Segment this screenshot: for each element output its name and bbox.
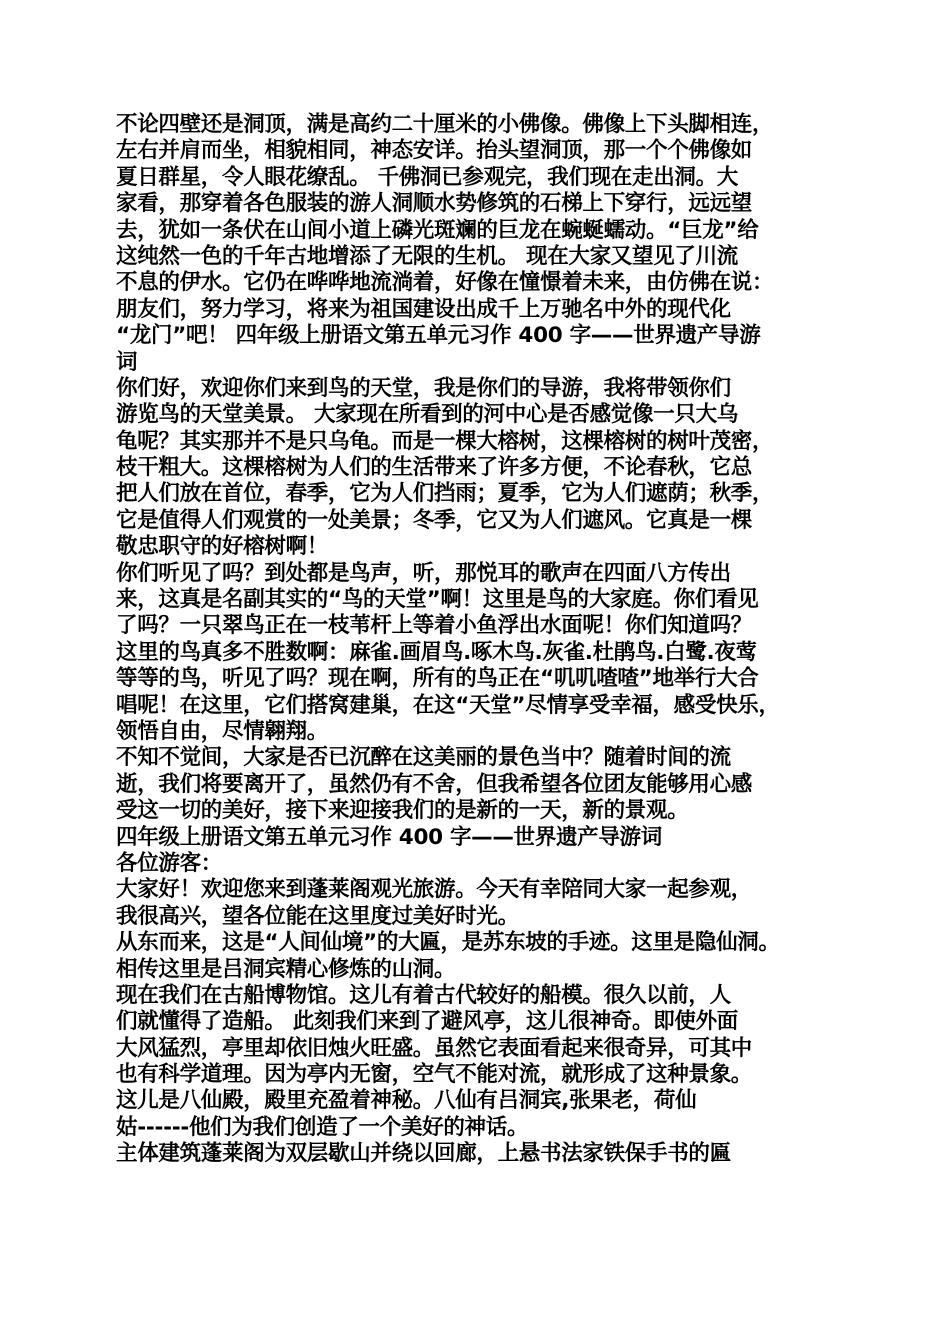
text-line: 家看，那穿着各色服装的游人洞顺水势修筑的石梯上下穿行，远远望 (116, 191, 753, 217)
text-line: 四年级上册语文第五单元习作 400 字——世界遗产导游词 (116, 824, 662, 850)
text-line: 大风猛烈，亭里却依旧烛火旺盛。虽然它表面看起来很奇异，可其中 (116, 1035, 753, 1061)
text-line: 主体建筑蓬莱阁为双层歇山并绕以回廊，上悬书法家铁保手书的匾 (116, 1141, 731, 1167)
text-line: 姑------他们为我们创造了一个美好的神话。 (116, 1114, 529, 1140)
text-line: 们就懂得了造船。 此刻我们来到了避风亭，这儿很神奇。即使外面 (116, 1009, 738, 1035)
text-line: 受这一切的美好，接下来迎接我们的是新的一天，新的景观。 (116, 798, 689, 824)
text-line: 去，犹如一条伏在山间小道上磷光斑斓的巨龙在蜿蜒蠕动。“巨龙”给 (116, 217, 759, 243)
text-line: 不知不觉间，大家是否已沉醉在这美丽的景色当中？随着时间的流 (116, 745, 731, 771)
text-line: 现在我们在古船博物馆。这儿有着古代较好的船模。很久以前，人 (116, 982, 731, 1008)
text-line: 领悟自由，尽情翱翔。 (116, 718, 329, 744)
text-line: 词 (116, 349, 138, 375)
text-line: 我很高兴，望各位能在这里度过美好时光。 (116, 903, 519, 929)
text-line: 逝，我们将要离开了，虽然仍有不舍，但我希望各位团友能够用心感 (116, 771, 753, 797)
text-line: 它是值得人们观赏的一处美景；冬季，它又为人们遮风。它真是一棵 (116, 507, 753, 533)
text-line: 这纯然一色的千年古地增添了无限的生机。 现在大家又望见了川流 (116, 243, 738, 269)
text-line: 大家好！欢迎您来到蓬莱阁观光旅游。今天有幸陪同大家一起参观， (116, 877, 753, 903)
document-body (116, 112, 846, 1168)
text-line: 各位游客： (116, 850, 223, 876)
text-line: 相传这里是吕洞宾精心修炼的山洞。 (116, 956, 456, 982)
text-line: 了吗？一只翠鸟正在一枝苇杆上等着小鱼浮出水面呢！你们知道吗？ (116, 613, 753, 639)
text-line: 朋友们，努力学习，将来为祖国建设出成千上万驰名中外的现代化 (116, 296, 731, 322)
text-line: 左右并肩而坐，相貌相同，神态安详。抬头望洞顶，那一个个佛像如 (116, 138, 753, 164)
text-line: 你们好，欢迎你们来到鸟的天堂，我是你们的导游，我将带领你们 (116, 375, 731, 401)
text-line: 这儿是八仙殿，殿里充盈着神秘。八仙有吕洞宾,张果老，荷仙 (116, 1088, 697, 1114)
text-line: 把人们放在首位，春季，它为人们挡雨；夏季，它为人们遮荫；秋季， (116, 481, 774, 507)
text-line: 你们听见了吗？到处都是鸟声，听，那悦耳的歌声在四面八方传出 (116, 560, 731, 586)
text-line: 游览鸟的天堂美景。 大家现在所看到的河中心是否感觉像一只大乌 (116, 402, 738, 428)
text-line: 来，这真是名副其实的“鸟的天堂”啊！这里是鸟的大家庭。你们看见 (116, 587, 759, 613)
text-line: “龙门”吧！ 四年级上册语文第五单元习作 400 字——世界遗产导游 (116, 323, 761, 349)
text-line: 敬忠职守的好榕树啊！ (116, 534, 329, 560)
text-line: 等等的鸟，听见了吗？现在啊，所有的鸟正在“叽叽喳喳”地举行大合 (116, 666, 759, 692)
text-line: 不论四壁还是洞顶，满是高约二十厘米的小佛像。佛像上下头脚相连， (116, 112, 774, 137)
text-line: 不息的伊水。它仍在哗哗地流淌着，好像在憧憬着未来，由仿佛在说： (116, 270, 774, 296)
text-line: 从东而来，这是“人间仙境”的大匾，是苏东坡的手迹。这里是隐仙洞。 (116, 930, 780, 956)
text-line: 龟呢？其实那并不是只乌龟。而是一棵大榕树，这棵榕树的树叶茂密， (116, 428, 774, 454)
text-line: 夏日群星，令人眼花缭乱。 千佛洞已参观完，我们现在走出洞。大 (116, 164, 738, 190)
text-line: 唱呢！在这里，它们搭窝建巢，在这“天堂”尽情享受幸福，感受快乐， (116, 692, 780, 718)
text-line: 这里的鸟真多不胜数啊：麻雀.画眉鸟.啄木鸟.灰雀.杜鹃鸟.白鹭.夜莺 (116, 639, 757, 665)
text-line: 枝干粗大。这棵榕树为人们的生活带来了许多方便，不论春秋，它总 (116, 455, 753, 481)
text-line: 也有科学道理。因为亭内无窗，空气不能对流，就形成了这种景象。 (116, 1062, 753, 1088)
